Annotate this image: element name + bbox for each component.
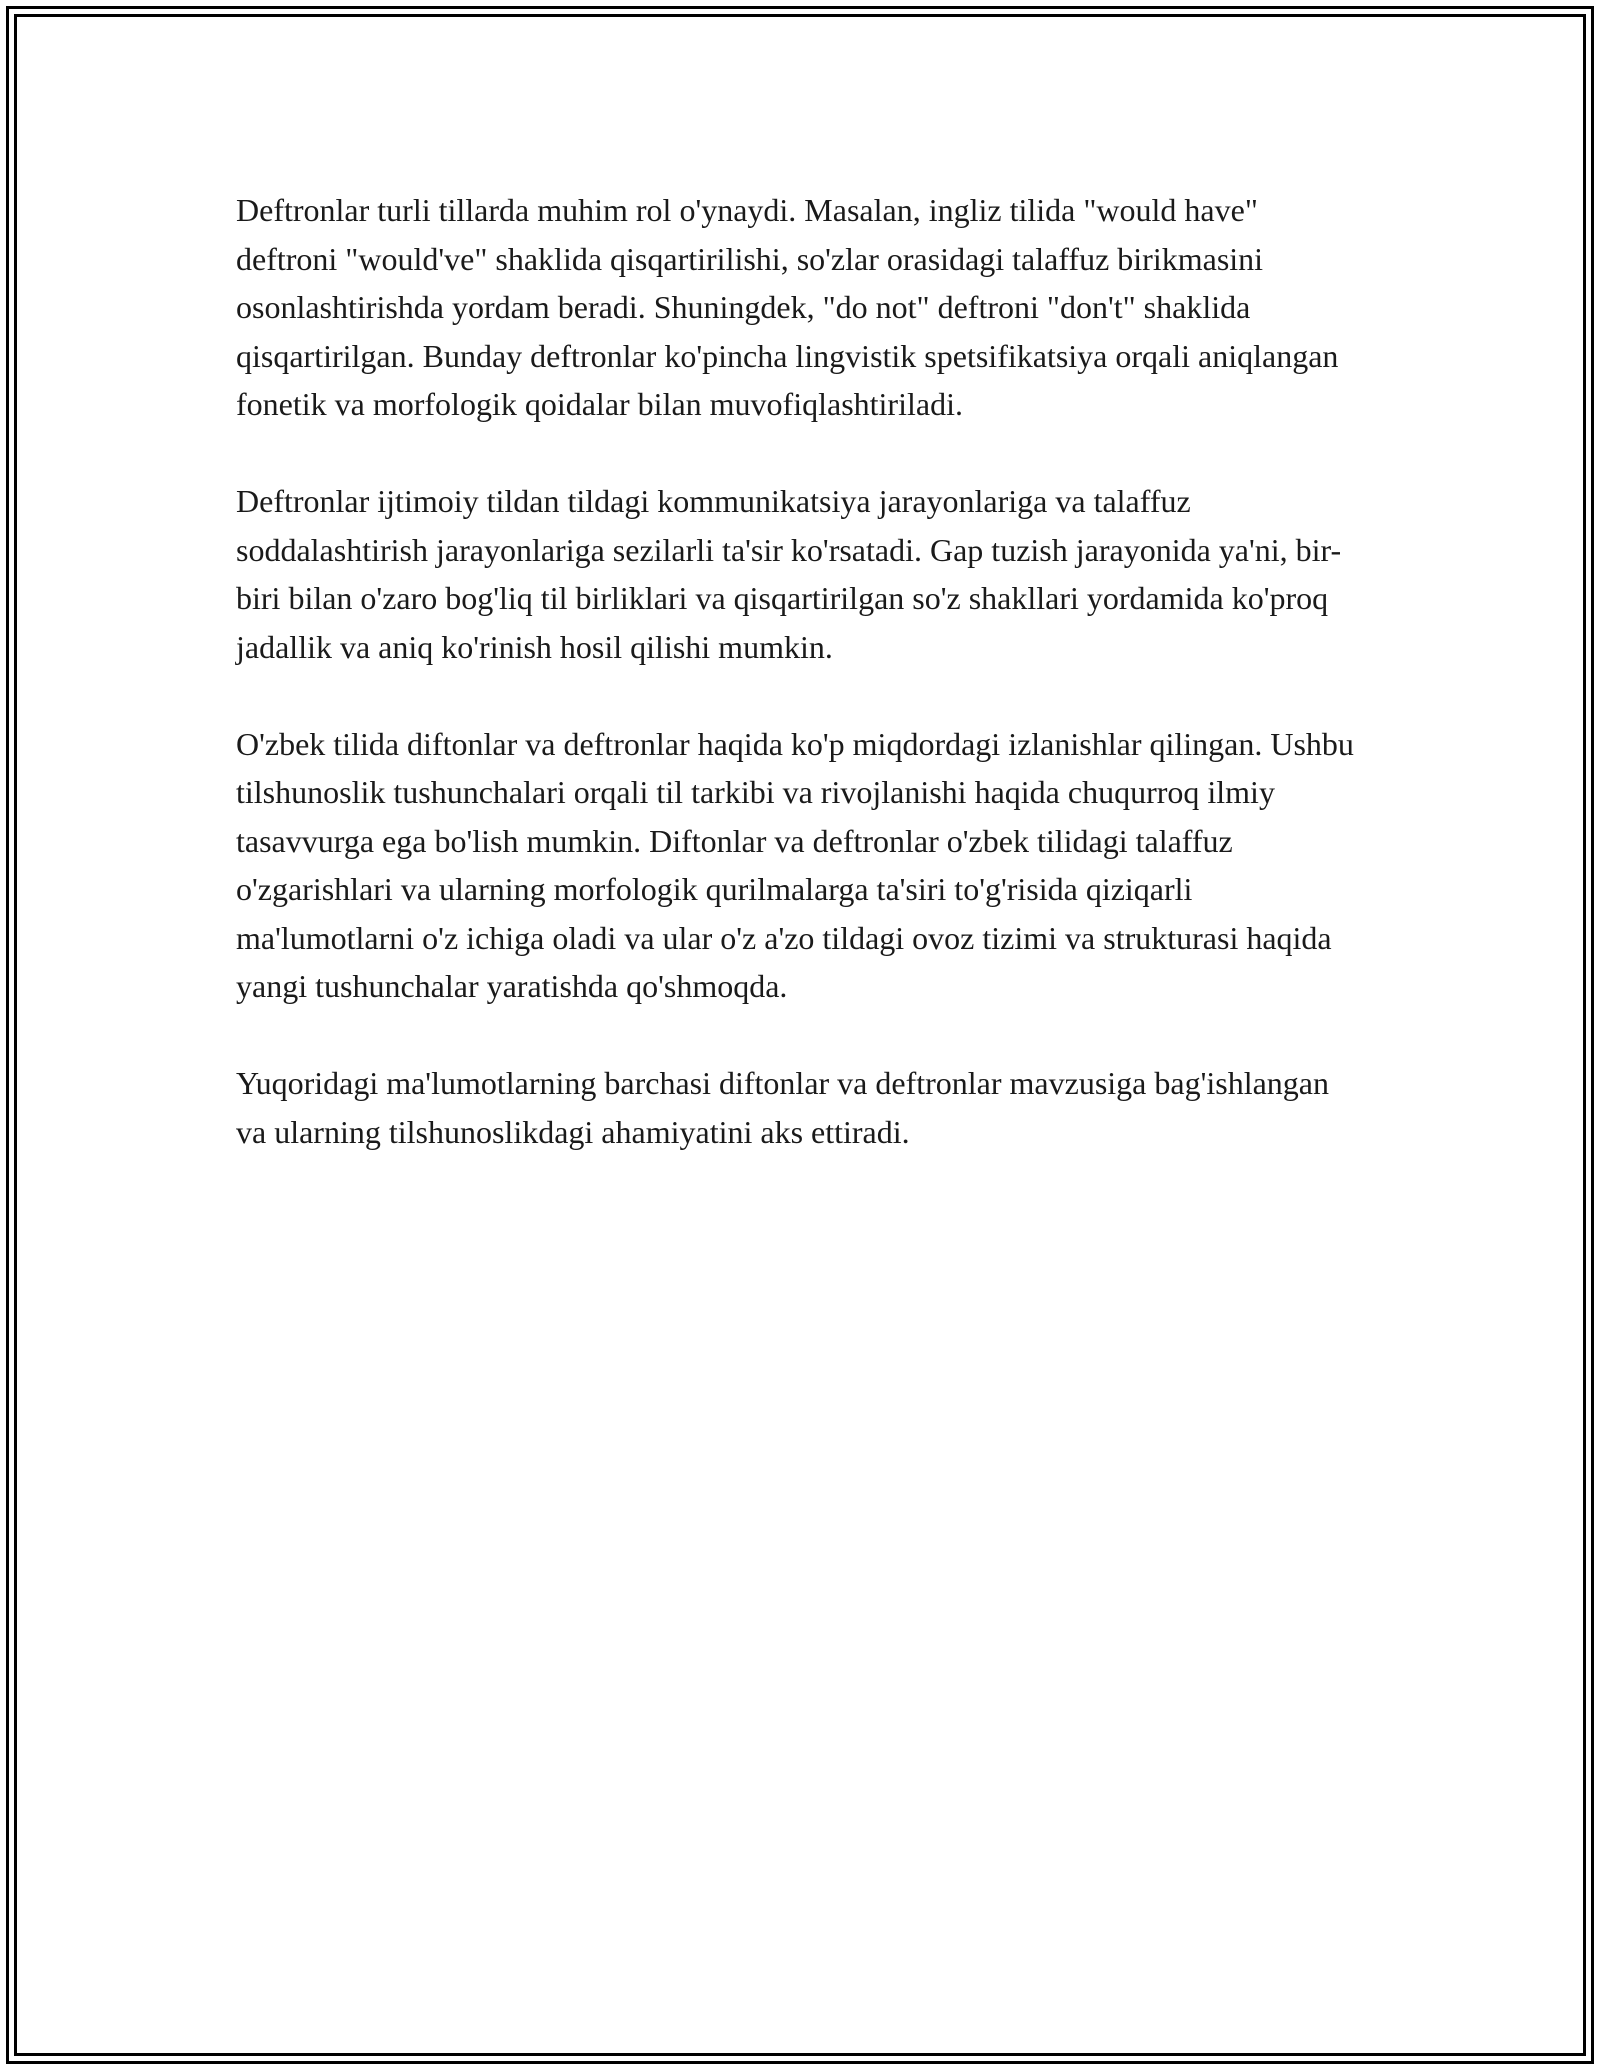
paragraph: Deftronlar ijtimoiy tildan tildagi kommunikatsiya jarayonlariga va talaffuz soddalashtirish jarayonlariga sezilarli ta'sir ko'rsatadi. Gap tuzish jarayonida ya'ni, bir-biri bilan o'zaro bog'liq til birliklari va qisqartirilgan so'z shakllari yordamida ko'proq jadallik va aniq ko'rinish hosil qilishi mumkin. xyxy=(236,483,1342,665)
document-body xyxy=(236,186,1366,1205)
paragraph: Deftronlar turli tillarda muhim rol o'ynaydi. Masalan, ingliz tilida "would have" deftroni "would've" shaklida qisqartirilishi, so'zlar orasidagi talaffuz birikmasini osonlashtirishda yordam beradi. Shuningdek, "do not" deftroni "don't" shaklida qisqartirilgan. Bunday deftronlar ko'pincha lingvistik spetsifikatsiya orqali aniqlangan fonetik va morfologik qoidalar bilan muvofiqlashtiriladi. xyxy=(236,192,1339,422)
paragraph: Yuqoridagi ma'lumotlarning barchasi diftonlar va deftronlar mavzusiga bag'ishlangan va ularning tilshunoslikdagi ahamiyatini aks ettiradi. xyxy=(236,1065,1329,1150)
paragraph: O'zbek tilida diftonlar va deftronlar haqida ko'p miqdordagi izlanishlar qilingan. Ushbu tilshunoslik tushunchalari orqali til tarkibi va rivojlanishi haqida chuqurroq ilmiy tasavvurga ega bo'lish mumkin. Diftonlar va deftronlar o'zbek tilidagi talaffuz o'zgarishlari va ularning morfologik qurilmalarga ta'siri to'g'risida qiziqarli ma'lumotlarni o'z ichiga oladi va ular o'z a'zo tildagi ovoz tizimi va strukturasi haqida yangi tushunchalar yaratishda qo'shmoqda. xyxy=(236,725,1354,1004)
